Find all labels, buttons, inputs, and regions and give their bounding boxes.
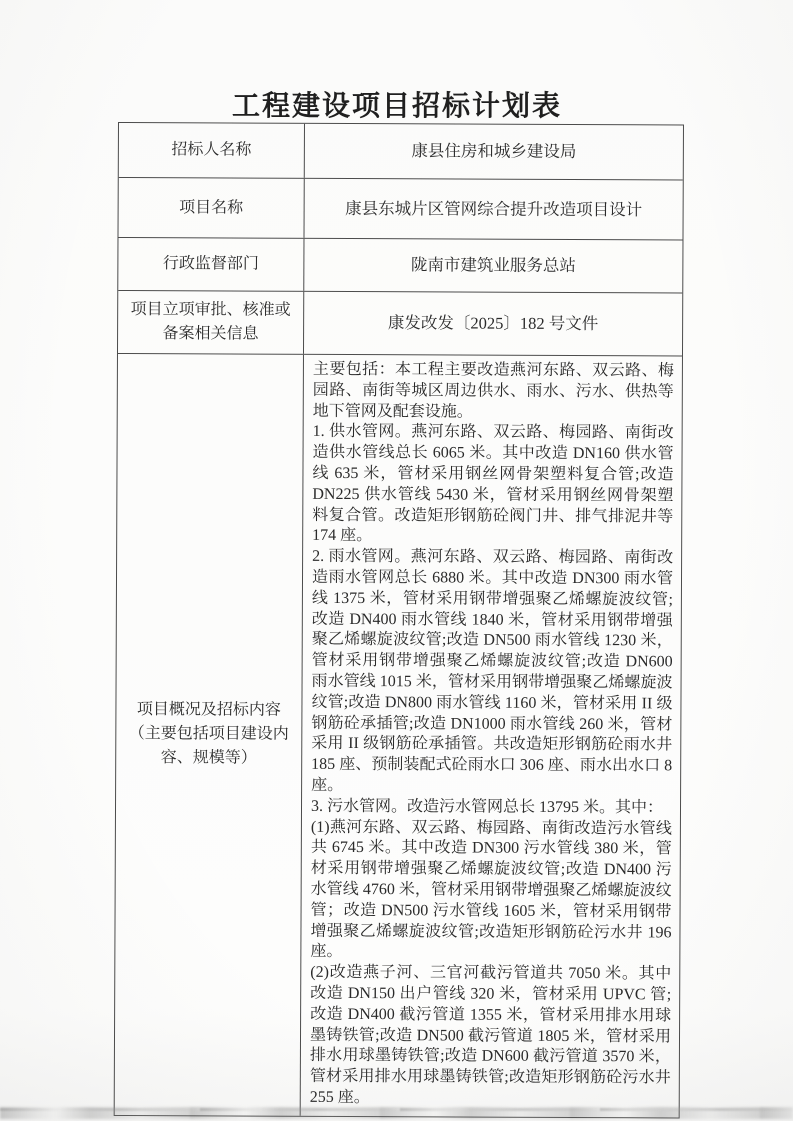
row-value-bidder-name: 康县住房和城乡建设局 — [411, 141, 577, 162]
row-value-supervision-dept: 陇南市建筑业服务总站 — [410, 255, 576, 275]
overview-paragraph-intro: 主要包括：本工程主要改造燕河东路、双云路、梅园路、南街等城区周边供水、雨水、污水、供热等地下管网及配套设施。 — [312, 360, 674, 421]
page-title: 工程建设项目招标计划表 — [231, 91, 562, 122]
row-label-bidder-name: 招标人名称 — [119, 123, 305, 178]
row-value-project-overview — [301, 355, 682, 1117]
table-row-project-name — [118, 178, 682, 240]
row-label-project-overview: 项目概况及招标内容（主要包括项目建设内容、规模等） — [115, 354, 304, 1115]
row-value-project-name: 康县东城片区管网综合提升改造项目设计 — [345, 198, 643, 219]
overview-paragraph-water-supply: 1. 供水管网。燕河东路、双云路、梅园路、南街改造供水管线总长 6065 米。其中改造 DN160 供水管线 635 米，管材采用钢丝网骨架塑料复合管;改造 DN225 供水管线 5430 米，管材采用钢丝网骨架塑料复合管。改造矩形钢筋砼阀门井、排气排泥井等 174 座。 — [312, 423, 674, 545]
overview-paragraph-sewage-1: (1)燕河东路、双云路、梅园路、南街改造污水管线共 6745 米。其中改造 DN300 污水管线 380 米，管材采用钢带增强聚乙烯螺旋波纹管;改造 DN400 污水管线 4760 米，管材采用钢带增强聚乙烯螺旋波纹管；改造 DN500 污水管线 1605 米，管材采用钢带增强聚乙烯螺旋波纹管;改造矩形钢筋砼污水井 196 座。 — [310, 818, 672, 961]
row-label-approval-info: 项目立项审批、核准或备案相关信息 — [118, 291, 304, 354]
row-value-approval-info: 康发改发〔2025〕182 号文件 — [387, 313, 599, 334]
overview-paragraph-sewage-heading: 3. 污水管网。改造污水管网总长 13795 米。其中： — [310, 797, 664, 817]
bidding-plan-table — [114, 122, 684, 1118]
table-row-bidder-name — [119, 123, 683, 180]
table-row-approval-info — [118, 291, 682, 356]
overview-paragraph-sewage-2: (2)改造燕子河、三官河截污管道共 7050 米。其中改造 DN150 出户管线 320 米，管材采用 UPVC 管;改造 DN400 截污管道 1355 米，管材采用排水用球墨铸铁管;改造 DN500 截污管道 1805 米，管材采用排水用球墨铸铁管;改造 DN600 截污管道 3570 米，管材采用排水用球墨铸铁管;改造矩形钢筋砼污水井 255 座。 — [309, 963, 672, 1106]
scan-artifact-bottom-line — [0, 1108, 793, 1111]
table-row-project-overview — [115, 354, 682, 1117]
row-label-project-name: 项目名称 — [118, 178, 304, 238]
table-row-supervision-dept — [118, 238, 682, 293]
overview-paragraph-rainwater: 2. 雨水管网。燕河东路、双云路、梅园路、南街改造雨水管网总长 6880 米。其中改造 DN300 雨水管线 1375 米，管材采用钢带增强聚乙烯螺旋波纹管;改造 DN400 雨水管线 1840 米，管材采用钢带增强聚乙烯螺旋波纹管;改造 DN500 雨水管线 1230 米，管材采用钢带增强聚乙烯螺旋波纹管;改造 DN600 雨水管线 1015 米，管材采用钢带增强聚乙烯螺旋波纹管;改造 DN800 雨水管线 1160 米，管材采用 II 级钢筋砼承插管;改造 DN1000 雨水管线 260 米，管材采用 II 级钢筋砼承插管。共改造矩形钢筋砼雨水井 185 座、预制装配式砼雨水口 306 座、雨水出水口 8 座。 — [311, 548, 674, 794]
row-label-supervision-dept: 行政监督部门 — [118, 238, 304, 291]
